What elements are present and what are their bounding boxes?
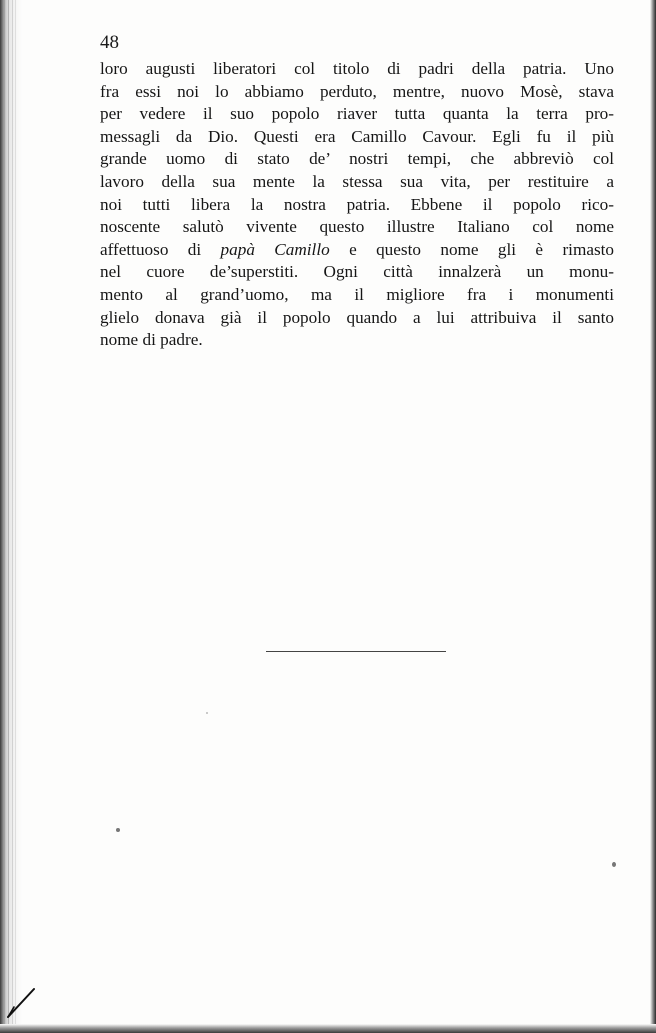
text-line: per vedere il suo popolo riaver tutta quanta la terra pro- (100, 104, 614, 124)
text-line: mento al grand’uomo, ma il migliore fra i monumenti (100, 284, 614, 304)
bottom-page-edge (0, 1024, 656, 1033)
right-page-edge (650, 0, 656, 1033)
text-line (100, 239, 614, 262)
page-number: 48 (100, 32, 119, 53)
text-line: nome di padre. (100, 330, 203, 350)
text-line: loro augusti liberatori col titolo di padri della patria. Uno (100, 59, 614, 78)
text-line: lavoro della sua mente la stessa sua vita, per restituire a (100, 171, 614, 191)
ink-speck (206, 712, 208, 714)
ink-speck (612, 862, 616, 867)
text-segment: affettuoso di (100, 239, 221, 259)
text-line: grande uomo di stato de’ nostri tempi, che abbreviò col (100, 149, 614, 169)
binding-line (4, 0, 5, 1033)
text-line: fra essi noi lo abbiamo perduto, mentre, nuovo Mosè, stava (100, 81, 614, 101)
section-divider (266, 651, 446, 652)
text-line: glielo donava già il popolo quando a lui attribuiva il santo (100, 307, 614, 327)
ink-speck (116, 828, 120, 832)
binding-line (8, 0, 9, 1033)
text-line: messagli da Dio. Questi era Camillo Cavour. Egli fu il più (100, 126, 614, 146)
text-segment: e questo nome gli è rimasto (329, 239, 614, 259)
body-paragraph (100, 58, 614, 352)
italic-name: papà Camillo (220, 239, 330, 259)
pen-stroke-mark (0, 985, 40, 1025)
text-line: noscente salutò vivente questo illustre Italiano col nome (100, 217, 614, 237)
binding-line (15, 0, 16, 1033)
text-line: nel cuore de’superstiti. Ogni città innalzerà un monu- (100, 262, 614, 282)
binding-line (12, 0, 13, 1033)
text-line: noi tutti libera la nostra patria. Ebbene il popolo rico- (100, 194, 614, 214)
